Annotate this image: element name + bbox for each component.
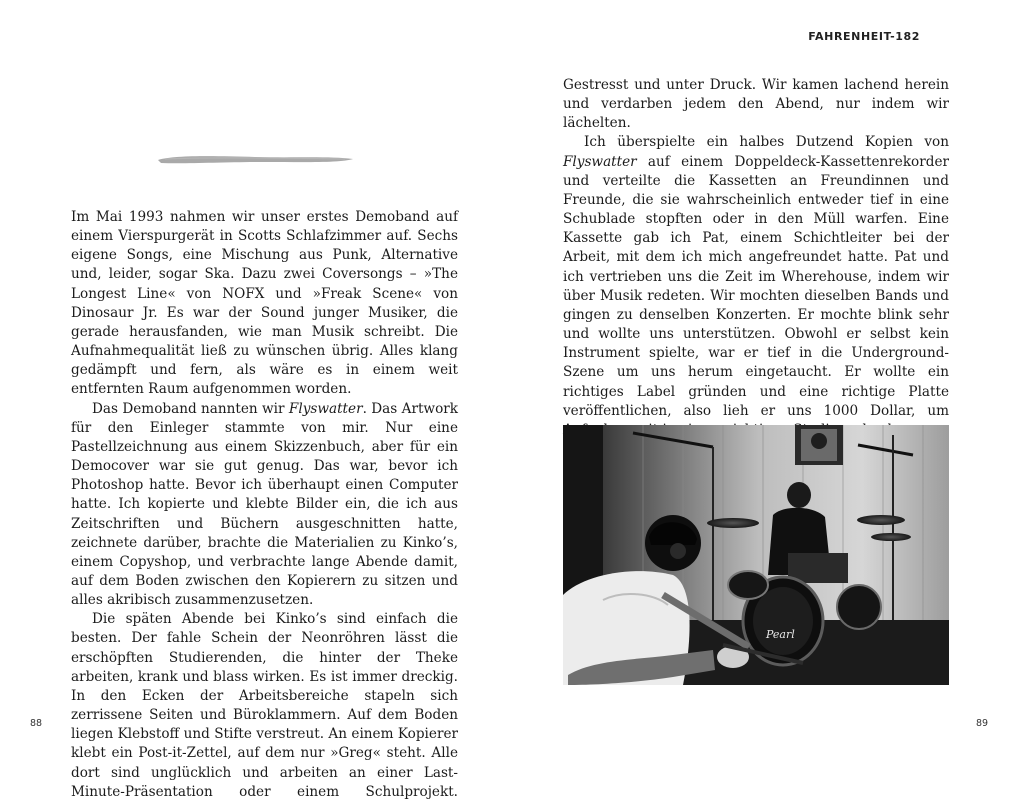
paragraph-tape-copies: Ich überspielte ein halbes Dutzend Kopien von Flyswatter auf einem Doppeldeck-Kassettenrekorder und verteilte die Kassetten an Freundinnen und Freunde, die sie wahrscheinlich entweder tief in eine Schublade stopften oder in den Müll warfen. Eine Kassette gab ich Pat, einem Schichtleiter bei der Arbeit, mit dem ich mich angefreundet hatte. Pat und ich vertrieben uns die Zeit im Wherehouse, indem wir über Musik redeten. Wir mochten dieselben Bands und gingen zu denselben Konzerten. Er mochte blink sehr und wollte uns unterstützen. Obwohl er selbst kein Instrument spielte, war er tief in die Underground-Szene um uns herum eingetaucht. Er wollte ein richtiges Label gründen und eine richtige Platte veröffentlichen, also lieh er uns 1000 Dollar, um: [563, 134, 949, 419]
photo-illustration: [563, 425, 949, 685]
running-header: FAHRENHEIT-182: [808, 30, 920, 43]
paragraph-kinkos-nights: Die späten Abende bei Kinko’s sind einfach die besten. Der fahle Schein der Neonröhren lässt die erschöpften Studierenden, die hinter der Theke arbeiten, krank und blass wirken. Es ist immer dreckig. In den Ecken der Arbeitsbereiche stapeln sich zerrissene Seiten und Büroklammern. Auf dem Boden liegen Klebstoff und Stifte verstreut. An einem Kopierer klebt ein Post-it-Zettel, auf dem nur »Greg« steht. Alle dort sind unglücklich und arbeiten an einer Last-Minute-Präsentation oder einem Schulprojekt.: [71, 611, 458, 800]
paragraph-stressed: Gestresst und unter Druck. Wir kamen lachend herein und verdarben jedem den Abend, nur indem wir lächelten.: [563, 77, 949, 132]
album-title: Flyswatter: [563, 153, 637, 170]
band-studio-photo: [563, 425, 949, 685]
album-title: Flyswatter: [288, 400, 363, 417]
right-page: [510, 0, 1020, 756]
drum-brand-logo: Pearl: [766, 628, 795, 641]
page-number-right: 89: [976, 718, 989, 729]
left-page: [0, 0, 510, 800]
paragraph-flyswatter-artwork: Das Demoband nannten wir Flyswatter. Das Artwork für den Einleger stammte von mir. Nur eine Pastellzeichnung aus einem Skizzenbuch, aber für ein Democover war sie gut genug. Das war, bevor ich Photoshop hatte. Bevor ich überhaupt einen Computer hatte. Ich kopierte und klebte Bilder ein, die ich aus Zeitschriften und Büchern ausgeschnitten hatte, zeichnete darüber, brachte die Materialien zu Kinko’s, einem Copyshop, und verbrachte lange Abende damit, auf dem Boden zwischen den Kopierern zu sitzen und alles akribisch zusammenzusetzen.: [71, 400, 458, 609]
paragraph-demo-recording: Im Mai 1993 nahmen wir unser erstes Demoband auf einem Vierspurgerät in Scotts Schlafzimmer auf. Sechs eigene Songs, eine Mischung aus Punk, Alternative und, leider, sogar Ska. Dazu zwei Coversongs – »The Longest Line« von NOFX und »Freak Scene« von Dinosaur Jr. Es war der Sound junger Musiker, die gerade herausfanden, wie man Musik schreibt. Die Aufnahmequalität ließ zu wünschen übrig. Alles klang gedämpft und fern, als wäre es in einem weit entfernten Raum aufgenommen worden.: [71, 209, 458, 398]
left-text-column: [71, 208, 458, 802]
page-number-left: 88: [30, 718, 43, 729]
brush-stroke-ornament: [155, 150, 355, 168]
